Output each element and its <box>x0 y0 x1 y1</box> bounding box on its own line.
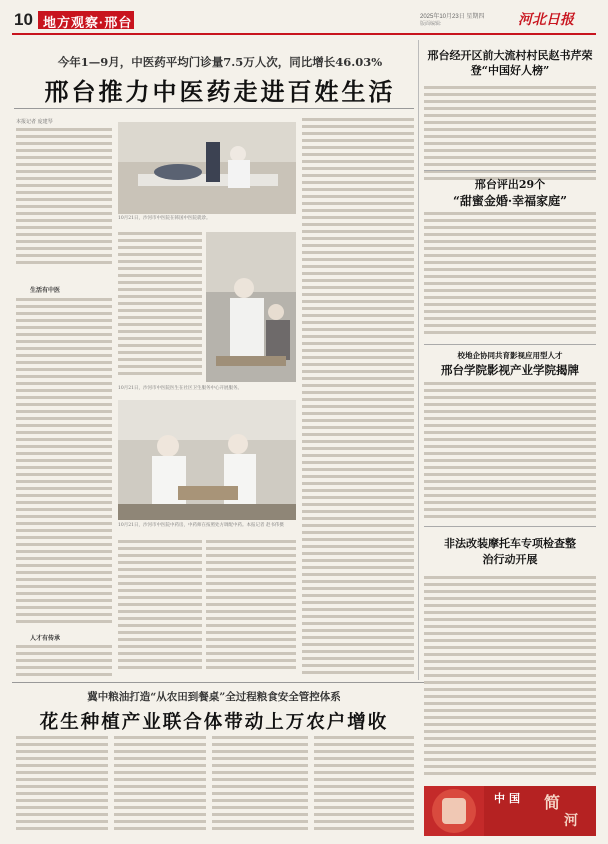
photo1-caption: 10月21日，沙河市中医院在韩国中医院就诊。 <box>118 216 211 221</box>
bottom-text-col3 <box>212 736 308 836</box>
lead-rule <box>14 108 414 109</box>
photo-consultation <box>206 232 296 382</box>
photo-consultation-art <box>206 232 296 382</box>
story1-text <box>424 86 596 182</box>
photo-massage <box>118 122 296 214</box>
lead-text-col1c <box>16 645 112 677</box>
ad-text3: 河 <box>564 813 581 829</box>
bottom-title: 花生种植产业联合体带动上万农户增收 <box>39 712 389 733</box>
story2-kicker: 邢台评出29个 <box>474 178 546 191</box>
lead-byline: 本报记者 庞建琴 <box>16 119 53 125</box>
story3-title: 邢台学院影视产业学院揭牌 <box>441 363 579 377</box>
masthead <box>0 0 608 34</box>
publication-date: 2025年10月23日 星期四 <box>420 14 485 20</box>
lead-title: 邢台推力中医药走进百姓生活 <box>44 77 396 106</box>
section-title: 地方观察·邢台 <box>43 15 133 30</box>
story2-text <box>424 212 596 342</box>
editor-meta: 版面编辑: <box>420 21 442 27</box>
lead-text-col3 <box>206 540 296 678</box>
ad-text2: 简 <box>544 793 564 812</box>
story1-title: 邢台经开区前大流村村民赵书芹荣登“中国好人榜” <box>427 49 593 77</box>
ad-text1: 中国 <box>494 792 524 805</box>
story2-rule <box>424 344 596 345</box>
bottom-text-col1 <box>16 736 108 836</box>
story4-title: 非法改装摩托车专项检查整治行动开展 <box>444 537 576 566</box>
ad-banner[interactable] <box>424 786 596 836</box>
bottom-text-col2 <box>114 736 206 836</box>
story3-rule <box>424 526 596 527</box>
photo-pharmacy-art <box>118 400 296 520</box>
subhead-talent: 人才有传承 <box>30 635 61 642</box>
lead-text-col1 <box>16 128 112 268</box>
photo-pharmacy <box>118 400 296 520</box>
story2-title: “甜蜜金婚·幸福家庭” <box>453 194 567 208</box>
photo-massage-art <box>118 122 296 214</box>
column-divider <box>418 40 419 680</box>
bottom-kicker: 冀中粮油打造“从农田到餐桌”全过程粮食安全管控体系 <box>87 691 341 703</box>
story3-text <box>424 382 596 522</box>
photo2-caption: 10月21日，沙河市中医院医生在社区卫生服务中心开展服务。 <box>118 386 242 391</box>
story3-kicker: 校地企协同共育影视应用型人才 <box>457 351 563 360</box>
lead-kicker: 今年1—9月，中医药平均门诊量7.5万人次，同比增长46.03% <box>57 55 383 69</box>
lead-text-col2 <box>118 232 202 382</box>
lead-text-col1b <box>16 298 112 628</box>
story1-rule <box>424 170 596 171</box>
story4-text <box>424 576 596 780</box>
newspaper-logo: 河北日报 <box>518 12 574 28</box>
lead-text-col2b <box>118 540 202 678</box>
page-number: 10 <box>14 10 33 29</box>
photo3-caption: 10月21日，沙河市中医院中药房，中药师在按照处方调配中药。本报记者 赵书伟摄 <box>118 523 284 528</box>
lead-text-col4 <box>302 118 414 678</box>
header-rule <box>12 33 596 35</box>
subhead-life: 生活有中医 <box>30 287 61 294</box>
bottom-text-col4 <box>314 736 414 836</box>
